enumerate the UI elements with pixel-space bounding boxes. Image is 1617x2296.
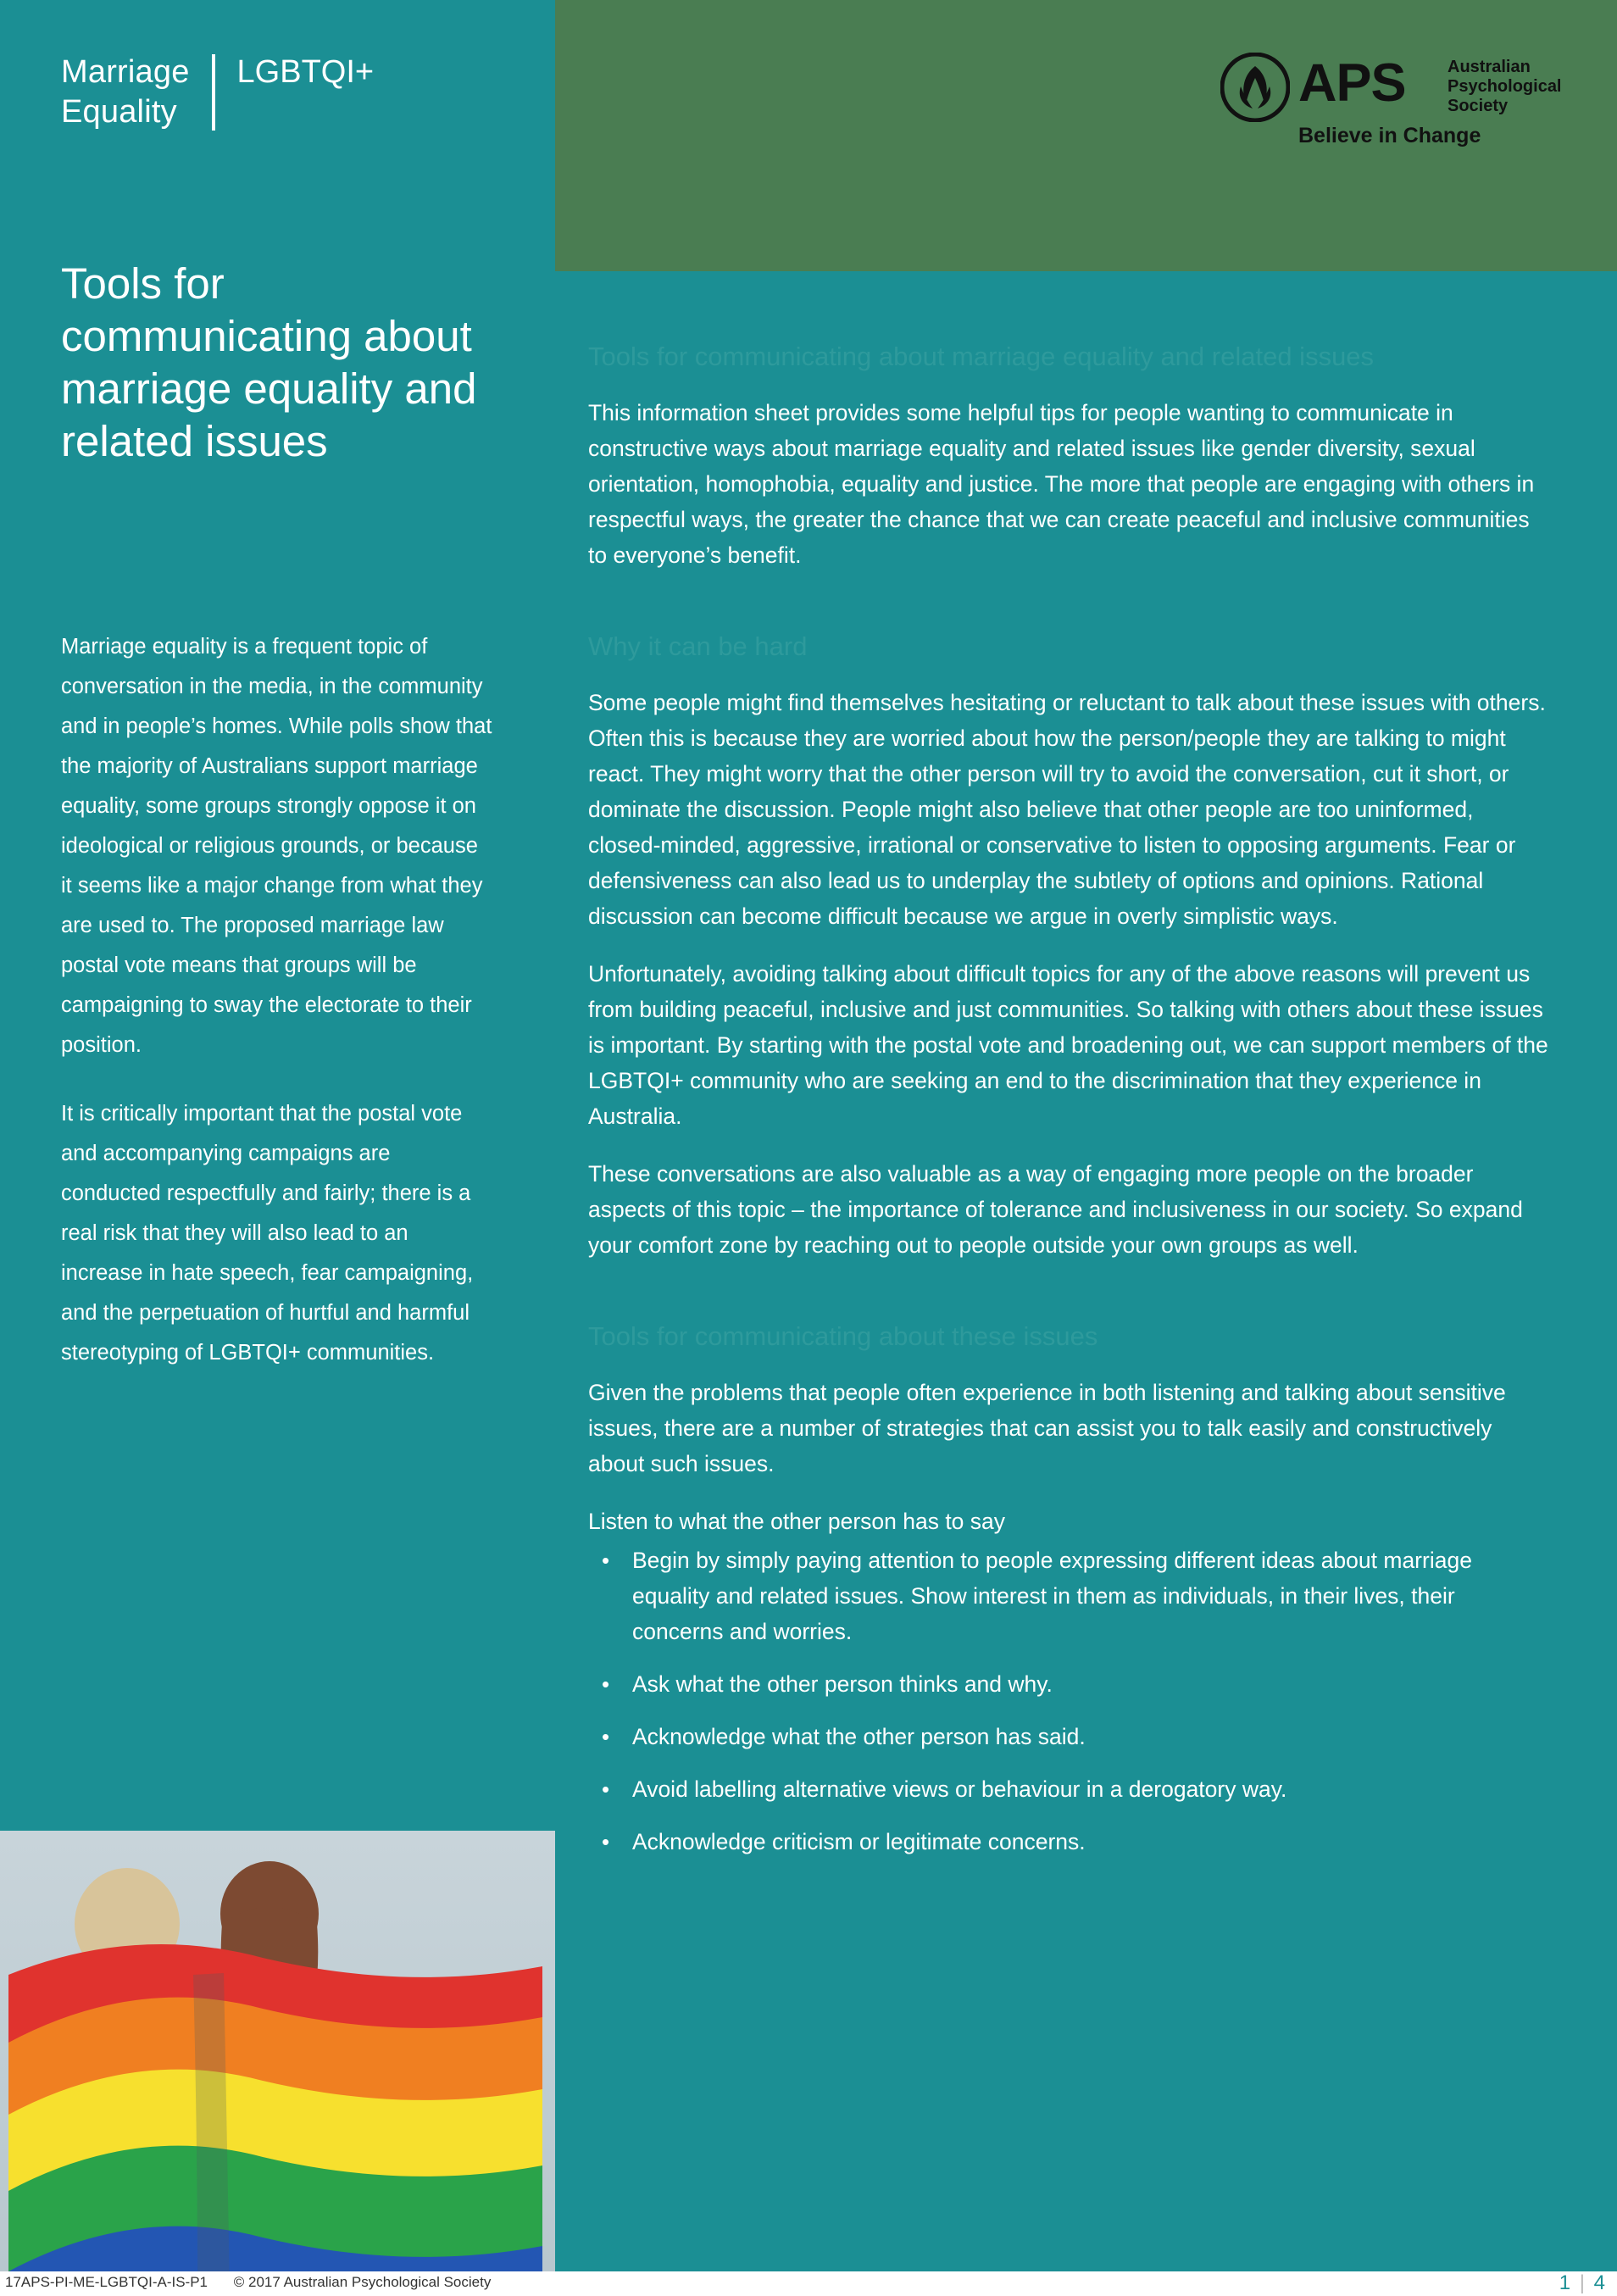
section2-paragraph-2: Unfortunately, avoiding talking about difficult topics for any of the above reasons will prevent us from building peaceful, inclusive and just communities. So talking with others about these issues is important. By starting with the postal vote and broadening out, we can support members of the LGBTQI+ community who are seeking an end to the discrimination that they experience in Australia. — [588, 961, 1548, 1129]
page-total: 4 — [1593, 2271, 1605, 2294]
section3-intro-paragraph: Given the problems that people often experience in both listening and talking about sensitive issues, there are a number of strategies that can assist you to talk easily and constructively about such issues. — [588, 1380, 1506, 1476]
brand-subtitle: LGBTQI+ — [236, 54, 375, 90]
section-heading-tools: Tools for communicating about these issues — [588, 1321, 1098, 1351]
intro-paragraph: This information sheet provides some helpful tips for people wanting to communicate in constructive ways about marriage equality and related issues like gender diversity, sexual orientation, homophobia, equality and justice. The more that people are engaging with others in respectful ways, the greater the chance that we can create peaceful and inclusive communities to everyone’s benefit. — [588, 400, 1535, 568]
listen-bullet-list — [588, 1543, 1550, 1860]
left-intro-text — [61, 627, 493, 1402]
right-content — [588, 339, 1550, 1876]
aps-org-line2: Psychological — [1448, 77, 1562, 96]
copyright-text: © 2017 Australian Psychological Society — [233, 2274, 492, 2290]
list-item: • Acknowledge what the other person has said. — [588, 1719, 1550, 1754]
subheading-listen: Listen to what the other person has to say — [588, 1509, 1006, 1534]
left-paragraph-1: Marriage equality is a frequent topic of conversation in the media, in the community and in people’s homes. While polls show that the majority of Australians support marriage equality, some groups strongly oppose it on ideological or religious grounds, or because it seems like a major change from what they are used to. The proposed marriage law postal vote means that groups will be campaigning to sway the electorate to their position. — [61, 635, 492, 1057]
header-band — [0, 0, 1617, 271]
section-heading-intro: Tools for communicating about marriage equality and related issues — [588, 342, 1375, 371]
page-number-divider: | — [1579, 2271, 1585, 2294]
aps-logo — [1220, 49, 1562, 159]
document-code: 17APS-PI-ME-LGBTQI-A-IS-P1 — [5, 2274, 208, 2290]
aps-leaf-circle-icon — [1220, 53, 1290, 122]
section2-paragraph-1: Some people might find themselves hesitating or reluctant to talk about these issues with others. Often this is because they are worried about how the person/people they are talking to might react. They might worry that the other person will try to avoid the conversation, cut it short, or dominate the discussion. People might also believe that other people are too uninformed, closed-minded, aggressive, irrational or conservative to listen to opposing arguments. Fear or defensiveness can also lead us to underplay the subtlety of options and opinions. Rational discussion can become difficult because we argue in overly simplistic ways. — [588, 690, 1546, 929]
aps-tagline: Believe in Change — [1298, 124, 1481, 147]
footer-left — [5, 2274, 491, 2291]
aps-letters: APS — [1298, 53, 1406, 113]
page-number-block — [1559, 2271, 1605, 2295]
left-column — [0, 259, 555, 2296]
aps-org-line1: Australian — [1448, 58, 1531, 76]
list-item: • Avoid labelling alternative views or behaviour in a derogatory way. — [588, 1771, 1550, 1807]
right-column — [555, 271, 1617, 2296]
brand-title-line2: Equality — [61, 94, 177, 130]
brand-title-line1: Marriage — [61, 54, 190, 90]
list-item: • Acknowledge criticism or legitimate concerns. — [588, 1824, 1550, 1860]
list-item: • Ask what the other person thinks and why. — [588, 1666, 1550, 1702]
pride-flag-photo — [0, 1831, 555, 2296]
brand-block — [61, 53, 536, 132]
list-item: • Begin by simply paying attention to people expressing different ideas about marriage equality and related issues. Show interest in them as individuals, in their lives, their concerns and worries. — [588, 1543, 1550, 1649]
page-title: Tools for communicating about marriage equality and related issues — [61, 259, 477, 466]
section-heading-why-hard: Why it can be hard — [588, 631, 808, 661]
brand-divider — [212, 54, 215, 131]
section2-paragraph-3: These conversations are also valuable as a way of engaging more people on the broader aspects of this topic – the importance of tolerance and inclusiveness in our society. So expand your comfort zone by reaching out to people outside your own groups as well. — [588, 1161, 1523, 1258]
page-footer — [0, 2271, 1617, 2296]
brand-title — [61, 53, 190, 132]
aps-org-line3: Society — [1448, 97, 1509, 115]
left-paragraph-2: It is critically important that the postal vote and accompanying campaigns are conducted respectfully and fairly; there is a real risk that they will also lead to an increase in hate speech, fear campaigning, and the perpetuation of hurtful and harmful stereotyping of LGBTQI+ communities. — [61, 1102, 474, 1365]
aps-org-name — [1448, 58, 1562, 116]
page-number: 1 — [1559, 2271, 1571, 2294]
